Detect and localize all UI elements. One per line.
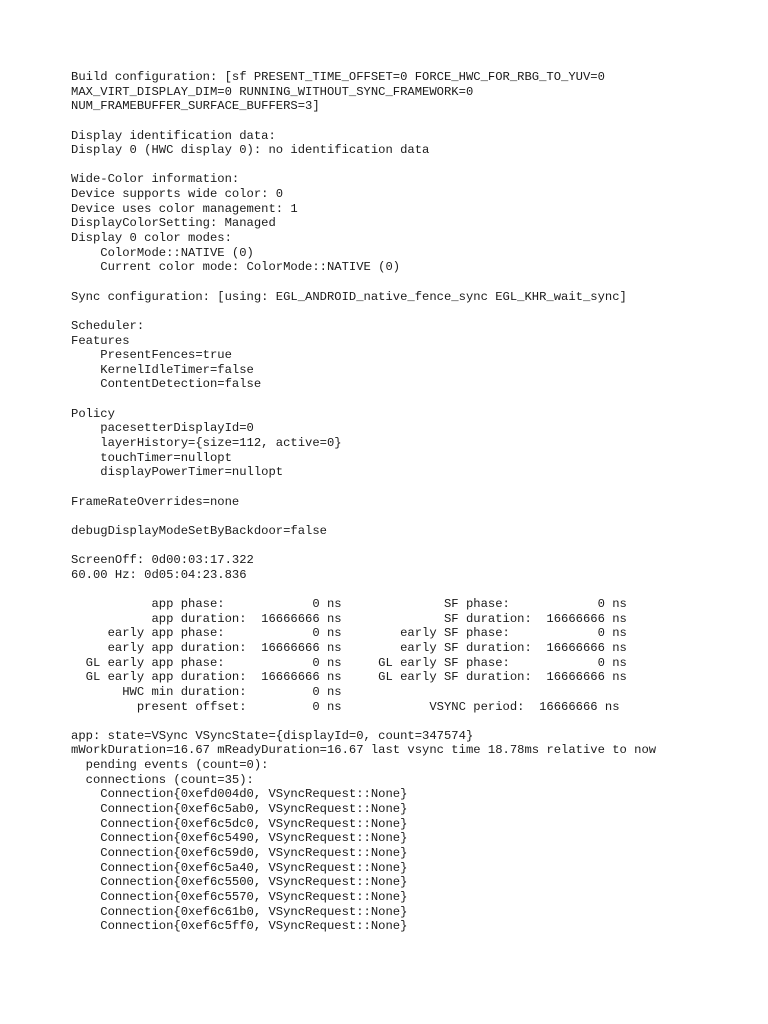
text-line: Display identification data: bbox=[71, 128, 276, 143]
connection-line: Connection{0xef6c5a40, VSyncRequest::None} bbox=[71, 860, 408, 875]
text-line: PresentFences=true bbox=[71, 348, 232, 363]
text-line: mWorkDuration=16.67 mReadyDuration=16.67 last vsync time 18.78ms relative to now bbox=[71, 743, 657, 758]
timing-row: HWC min duration: 0 ns bbox=[71, 684, 342, 699]
text-line: FrameRateOverrides=none bbox=[71, 494, 240, 509]
dumpsys-text-document bbox=[71, 70, 761, 934]
text-line: Scheduler: bbox=[71, 318, 145, 333]
text-line: Wide-Color information: bbox=[71, 172, 240, 187]
text-line: KernelIdleTimer=false bbox=[71, 362, 254, 377]
text-line: DisplayColorSetting: Managed bbox=[71, 216, 276, 231]
text-line: ScreenOff: 0d00:03:17.322 bbox=[71, 553, 254, 568]
text-line: pacesetterDisplayId=0 bbox=[71, 421, 254, 436]
connection-line: Connection{0xef6c5570, VSyncRequest::None} bbox=[71, 889, 408, 904]
text-line: layerHistory={size=112, active=0} bbox=[71, 436, 342, 451]
text-line: pending events (count=0): bbox=[71, 758, 269, 773]
text-line: displayPowerTimer=nullopt bbox=[71, 465, 284, 480]
text-line: touchTimer=nullopt bbox=[71, 450, 232, 465]
text-line: debugDisplayModeSetByBackdoor=false bbox=[71, 523, 327, 538]
text-line: Device supports wide color: 0 bbox=[71, 187, 284, 202]
blank-line bbox=[71, 304, 761, 319]
blank-line bbox=[71, 275, 761, 290]
text-line: app: state=VSync VSyncState={displayId=0, count=347574} bbox=[71, 728, 474, 743]
timing-row: GL early app phase: 0 ns GL early SF phase: 0 ns bbox=[71, 655, 627, 670]
blank-line bbox=[71, 158, 761, 173]
text-line: Sync configuration: [using: EGL_ANDROID_native_fence_sync EGL_KHR_wait_sync] bbox=[71, 289, 627, 304]
text-line: NUM_FRAMEBUFFER_SURFACE_BUFFERS=3] bbox=[71, 99, 320, 114]
text-line: ColorMode::NATIVE (0) bbox=[71, 245, 254, 260]
blank-line bbox=[71, 582, 761, 597]
blank-line bbox=[71, 714, 761, 729]
connection-line: Connection{0xef6c5490, VSyncRequest::None} bbox=[71, 831, 408, 846]
timing-row: GL early app duration: 16666666 ns GL early SF duration: 16666666 ns bbox=[71, 670, 627, 685]
text-line: Features bbox=[71, 333, 130, 348]
connection-line: Connection{0xef6c5ab0, VSyncRequest::None} bbox=[71, 802, 408, 817]
connection-line: Connection{0xef6c5dc0, VSyncRequest::None} bbox=[71, 816, 408, 831]
timing-row: early app duration: 16666666 ns early SF duration: 16666666 ns bbox=[71, 640, 627, 655]
timing-row: early app phase: 0 ns early SF phase: 0 ns bbox=[71, 626, 627, 641]
text-line: Display 0 (HWC display 0): no identification data bbox=[71, 143, 430, 158]
timing-row: app duration: 16666666 ns SF duration: 16666666 ns bbox=[71, 611, 627, 626]
text-line: Build configuration: [sf PRESENT_TIME_OFFSET=0 FORCE_HWC_FOR_RBG_TO_YUV=0 bbox=[71, 70, 605, 84]
timing-row: present offset: 0 ns VSYNC period: 16666666 ns bbox=[71, 699, 620, 714]
text-line: Current color mode: ColorMode::NATIVE (0) bbox=[71, 260, 401, 275]
blank-line bbox=[71, 392, 761, 407]
text-line: Display 0 color modes: bbox=[71, 231, 232, 246]
blank-line bbox=[71, 509, 761, 524]
text-line: MAX_VIRT_DISPLAY_DIM=0 RUNNING_WITHOUT_SYNC_FRAMEWORK=0 bbox=[71, 84, 474, 99]
blank-line bbox=[71, 480, 761, 495]
text-line: 60.00 Hz: 0d05:04:23.836 bbox=[71, 567, 247, 582]
text-line: ContentDetection=false bbox=[71, 377, 262, 392]
blank-line bbox=[71, 539, 761, 554]
connection-line: Connection{0xef6c61b0, VSyncRequest::None} bbox=[71, 904, 408, 919]
connection-line: Connection{0xef6c5ff0, VSyncRequest::None} bbox=[71, 919, 408, 934]
text-line: Device uses color management: 1 bbox=[71, 201, 298, 216]
blank-line bbox=[71, 114, 761, 129]
timing-row: app phase: 0 ns SF phase: 0 ns bbox=[71, 597, 627, 612]
text-line: connections (count=35): bbox=[71, 772, 254, 787]
text-line: Policy bbox=[71, 406, 115, 421]
connection-line: Connection{0xefd004d0, VSyncRequest::None} bbox=[71, 787, 408, 802]
connection-line: Connection{0xef6c59d0, VSyncRequest::None} bbox=[71, 845, 408, 860]
connection-line: Connection{0xef6c5500, VSyncRequest::None} bbox=[71, 875, 408, 890]
